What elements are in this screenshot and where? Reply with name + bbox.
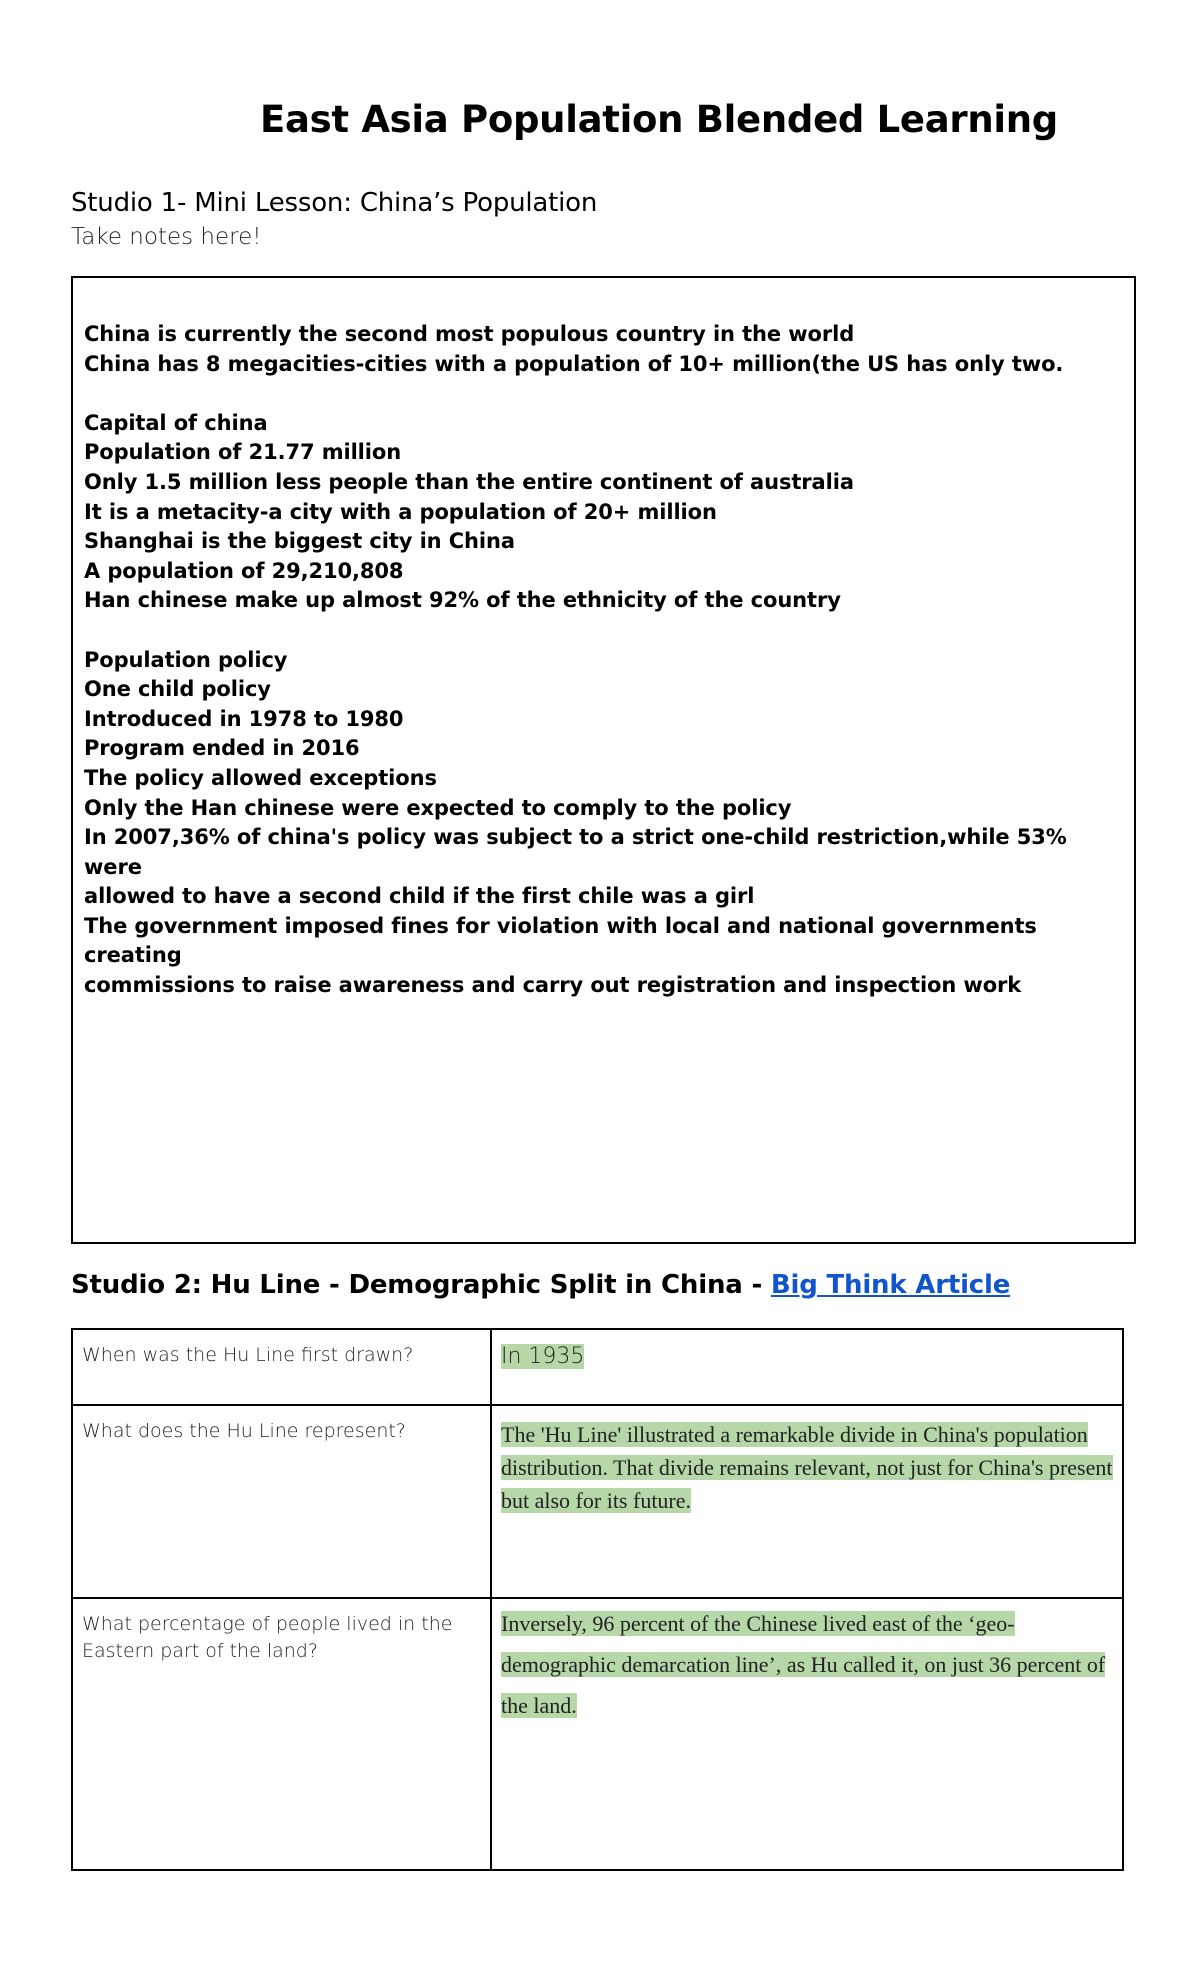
hu-line-qa-table — [71, 1328, 1124, 1871]
notes-line: In 2007,36% of china's policy was subject to a strict one-child restriction,while 53% were — [84, 825, 1067, 879]
question-cell: What percentage of people lived in the Eastern part of the land? — [72, 1598, 491, 1870]
notes-line: Han chinese make up almost 92% of the ethnicity of the country — [84, 588, 841, 613]
answer-highlight: The 'Hu Line' illustrated a remarkable divide in China's population distribution. That divide remains relevant, not just for China's present but also for its future. — [501, 1422, 1113, 1513]
answer-highlight: Inversely, 96 percent of the Chinese lived east of the ‘geo-demographic demarcation line’, as Hu called it, on just 36 percent of the land. — [501, 1611, 1106, 1718]
answer-cell[interactable] — [491, 1329, 1123, 1405]
big-think-article-link[interactable]: Big Think Article — [770, 1270, 1011, 1300]
notes-line: The policy allowed exceptions — [84, 765, 437, 790]
table-row — [72, 1598, 1123, 1870]
page-title: East Asia Population Blended Learning — [260, 98, 1058, 141]
notes-line: Shanghai is the biggest city in China — [84, 529, 515, 554]
notes-line: A population of 29,210,808 — [84, 558, 404, 583]
notes-line: It is a metacity-a city with a population of 20+ million — [84, 499, 717, 524]
studio2-heading — [71, 1270, 1010, 1300]
notes-box[interactable] — [71, 276, 1136, 1244]
notes-line: Population of 21.77 million — [84, 440, 402, 465]
notes-line: China has 8 megacities-cities with a population of 10+ million(the US has only two. — [84, 351, 1064, 376]
notes-line: commissions to raise awareness and carry out registration and inspection work — [84, 973, 1022, 998]
studio2-heading-text: Studio 2: Hu Line - Demographic Split in China - — [71, 1270, 771, 1300]
notes-line: Program ended in 2016 — [84, 736, 360, 761]
notes-line: Only the Han chinese were expected to comply to the policy — [84, 795, 792, 820]
notes-line: Population policy — [84, 647, 288, 672]
notes-line: The government imposed fines for violation with local and national governments creating — [84, 913, 1037, 968]
notes-line: One child policy — [84, 677, 271, 702]
question-cell: When was the Hu Line first drawn? — [72, 1329, 491, 1405]
notes-line: Introduced in 1978 to 1980 — [84, 706, 404, 731]
table-row — [72, 1405, 1123, 1598]
question-cell: What does the Hu Line represent? — [72, 1405, 491, 1598]
notes-line: Capital of china — [84, 410, 268, 435]
notes-blank-line — [84, 379, 1124, 409]
notes-prompt: Take notes here! — [71, 224, 262, 250]
notes-blank-line — [84, 616, 1124, 646]
notes-line: Only 1.5 million less people than the entire continent of australia — [84, 469, 854, 494]
notes-line: China is currently the second most populous country in the world — [84, 322, 855, 346]
table-row — [72, 1329, 1123, 1405]
studio1-heading: Studio 1- Mini Lesson: China’s Population — [71, 188, 598, 218]
answer-cell[interactable] — [491, 1405, 1123, 1598]
answer-cell[interactable] — [491, 1598, 1123, 1870]
notes-line: allowed to have a second child if the first chile was a girl — [84, 884, 755, 909]
answer-highlight: In 1935 — [501, 1344, 585, 1369]
